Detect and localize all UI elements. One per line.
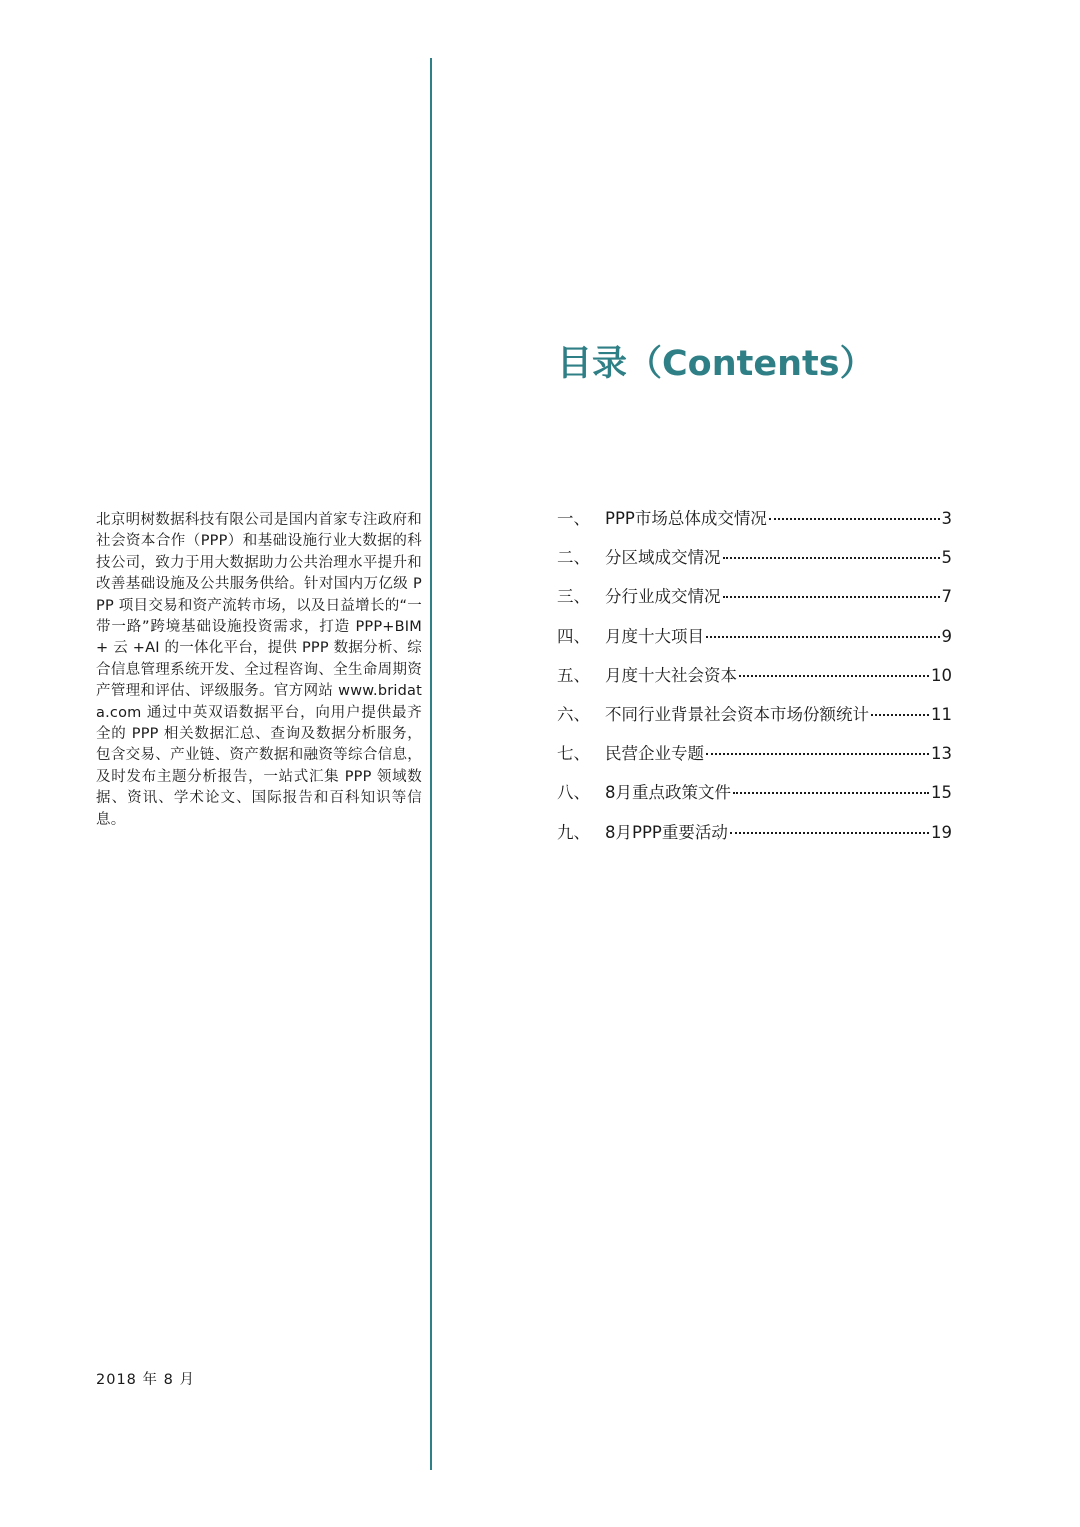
toc-item-number: 九、 xyxy=(557,822,590,842)
toc-item[interactable] xyxy=(557,701,952,740)
toc-dot-leader xyxy=(739,675,929,677)
publish-date: 2018 年 8 月 xyxy=(96,1372,195,1388)
toc-item-label: 分区域成交情况 xyxy=(605,548,721,568)
toc-item-label: PPP市场总体成交情况 xyxy=(605,509,767,528)
toc-item[interactable] xyxy=(557,740,952,779)
toc-item-label: 民营企业专题 xyxy=(605,744,704,764)
toc-item-page: 19 xyxy=(931,822,952,842)
toc-title: 目录（Contents） xyxy=(557,344,875,384)
toc-list xyxy=(557,505,952,858)
toc-item-number: 三、 xyxy=(557,587,590,607)
toc-item-label: 月度十大社会资本 xyxy=(605,665,737,685)
toc-item[interactable] xyxy=(557,623,952,662)
toc-item-number: 二、 xyxy=(557,548,590,568)
toc-item-number: 六、 xyxy=(557,704,590,724)
toc-item-label: 8月PPP重要活动 xyxy=(605,822,728,842)
toc-item-page: 7 xyxy=(941,587,952,607)
toc-item[interactable] xyxy=(557,819,952,858)
toc-item-number: 八、 xyxy=(557,783,590,803)
toc-item-label: 不同行业背景社会资本市场份额统计 xyxy=(605,704,869,724)
toc-item-page: 15 xyxy=(931,783,952,803)
toc-item-page: 10 xyxy=(931,665,952,685)
toc-item-label: 8月重点政策文件 xyxy=(605,783,731,803)
toc-item-label: 分行业成交情况 xyxy=(605,587,721,607)
company-description: 北京明树数据科技有限公司是国内首家专注政府和社会资本合作（PPP）和基础设施行业大数据的科技公司，致力于用大数据助力公共治理水平提升和改善基础设施及公共服务供给。针对国内万亿级 PPP 项目交易和资产流转市场，以及日益增长的“一带一路”跨境基础设施投资需求，打造 PPP+BIM+ 云 +AI 的一体化平台，提供 PPP 数据分析、综合信息管理系统开发、全过程咨询、全生命周期资产管理和评估、评级服务。官方网站 www.bridata.com 通过中英双语数据平台，向用户提供最齐全的 PPP 相关数据汇总、查询及数据分析服务，包含交易、产业链、资产数据和融资等综合信息，及时发布主题分析报告，一站式汇集 PPP 领域数据、资讯、学术论文、国际报告和百科知识等信息。 xyxy=(96,512,422,828)
toc-item-number: 四、 xyxy=(557,626,590,646)
vertical-divider xyxy=(430,58,432,1470)
toc-dot-leader xyxy=(871,714,929,716)
toc-item[interactable] xyxy=(557,662,952,701)
toc-item-number: 一、 xyxy=(557,509,590,528)
toc-item[interactable] xyxy=(557,583,952,622)
toc-item-page: 9 xyxy=(941,626,952,646)
toc-item[interactable] xyxy=(557,505,952,544)
toc-dot-leader xyxy=(723,557,940,559)
toc-dot-leader xyxy=(733,792,929,794)
toc-item[interactable] xyxy=(557,544,952,583)
toc-item-number: 七、 xyxy=(557,744,590,764)
toc-item-page: 3 xyxy=(941,509,952,528)
toc-item-page: 5 xyxy=(941,548,952,568)
toc-item[interactable] xyxy=(557,779,952,818)
toc-dot-leader xyxy=(706,753,929,755)
toc-dot-leader xyxy=(723,596,940,598)
toc-dot-leader xyxy=(706,636,940,638)
toc-dot-leader xyxy=(730,832,929,834)
toc-dot-leader xyxy=(769,518,940,520)
toc-item-page: 13 xyxy=(931,744,952,764)
toc-item-page: 11 xyxy=(931,704,952,724)
toc-item-number: 五、 xyxy=(557,665,590,685)
toc-item-label: 月度十大项目 xyxy=(605,626,704,646)
